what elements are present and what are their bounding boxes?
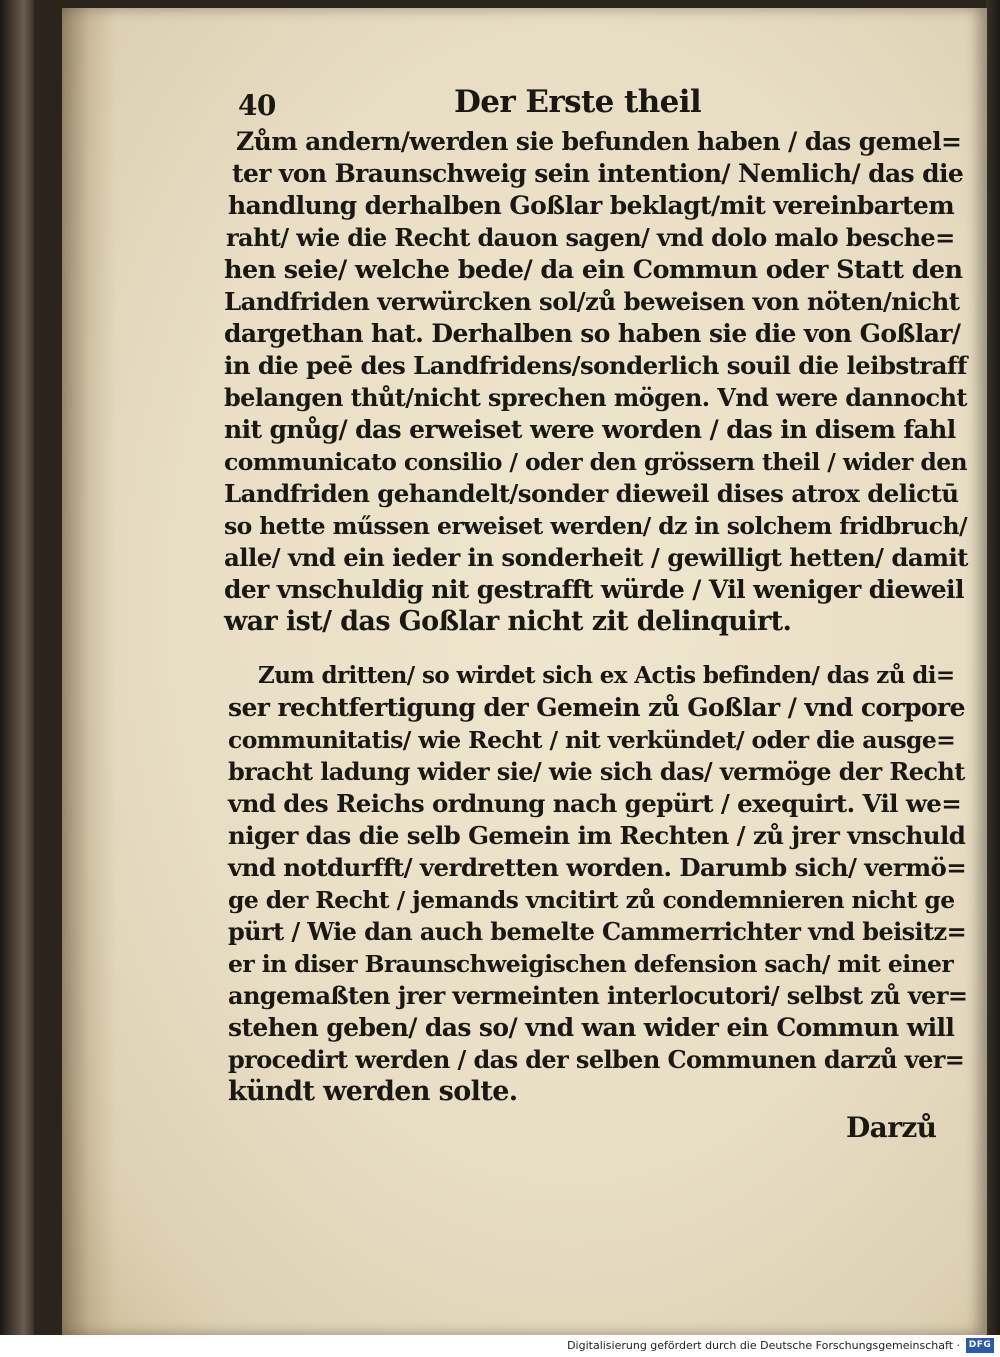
catchword: Darzů bbox=[846, 1111, 937, 1144]
text-line: der vnschuldig nit gestrafft würde / Vil weniger dieweil bbox=[224, 575, 964, 604]
text-line: ge der Recht / jemands vncitirt zů condemnieren nicht ge bbox=[228, 886, 955, 914]
footer-bar bbox=[0, 1335, 1000, 1357]
dfg-logo: DFG bbox=[966, 1338, 994, 1353]
text-line: procedirt werden / das der selben Communen darzů ver= bbox=[228, 1045, 965, 1074]
text-line: vnd notdurfft/ verdretten worden. Darumb sich/ vermö= bbox=[228, 853, 967, 882]
text-line: raht/ wie die Recht dauon sagen/ vnd dolo malo besche= bbox=[226, 223, 955, 252]
text-line: hen seie/ welche bede/ da ein Commun oder Statt den bbox=[224, 255, 963, 285]
text-line: communicato consilio / oder den grössern theil / wider den bbox=[224, 448, 968, 476]
footer-credit: Digitalisierung gefördert durch die Deutsche Forschungsgemeinschaft · bbox=[567, 1339, 960, 1352]
text-line: nit gnůg/ das erweiset were worden / das in disem fahl bbox=[224, 415, 956, 444]
text-line: Landfriden gehandelt/sonder dieweil dises atrox delictū bbox=[224, 479, 959, 508]
text-line: dargethan hat. Derhalben so haben sie die von Goßlar/ bbox=[224, 319, 961, 348]
page-number: 40 bbox=[238, 89, 276, 122]
text-line: kündt werden solte. bbox=[228, 1076, 518, 1107]
text-line: communitatis/ wie Recht / nit verkündet/ oder die ausge= bbox=[228, 726, 956, 754]
text-line: niger das die selb Gemein im Rechten / zů jrer vnschuld bbox=[228, 821, 966, 850]
running-head: Der Erste theil bbox=[454, 84, 702, 120]
text-line: Zům andern/werden sie befunden haben / das gemel= bbox=[236, 127, 962, 156]
text-line: Landfriden verwürcken sol/zů beweisen von nöten/nicht bbox=[224, 287, 960, 316]
text-line: angemaßten jrer vermeinten interlocutori/ selbst zů ver= bbox=[228, 981, 968, 1010]
text-line: so hette műssen erweiset werden/ dz in solchem fridbruch/ bbox=[224, 512, 967, 540]
text-line: in die peē des Landfridens/sonderlich souil die leibstraff bbox=[224, 351, 967, 380]
text-line: ser rechtfertigung der Gemein zů Goßlar / vnd corpore bbox=[228, 693, 965, 722]
text-line: alle/ vnd ein ieder in sonderheit / gewilligt hetten/ damit bbox=[224, 543, 968, 572]
text-line: handlung derhalben Goßlar beklagt/mit vereinbartem bbox=[228, 191, 955, 220]
text-line: Zum dritten/ so wirdet sich ex Actis befinden/ das zů di= bbox=[258, 662, 955, 689]
text-line: belangen thůt/nicht sprechen mögen. Vnd were dannocht bbox=[224, 383, 967, 412]
text-line: bracht ladung wider sie/ wie sich das/ vermöge der Recht bbox=[228, 757, 965, 786]
text-line: pürt / Wie dan auch bemelte Cammerrichter vnd beisitz= bbox=[228, 917, 967, 946]
text-line: war ist/ das Goßlar nicht zit delinquirt. bbox=[224, 606, 792, 637]
text-line: vnd des Reichs ordnung nach gepürt / exequirt. Vil we= bbox=[228, 789, 962, 818]
text-line: ter von Braunschweig sein intention/ Nemlich/ das die bbox=[232, 159, 964, 188]
text-line: er in diser Braunschweigischen defension sach/ mit einer bbox=[228, 950, 954, 978]
text-line: stehen geben/ das so/ vnd wan wider ein Commun will bbox=[228, 1013, 955, 1042]
